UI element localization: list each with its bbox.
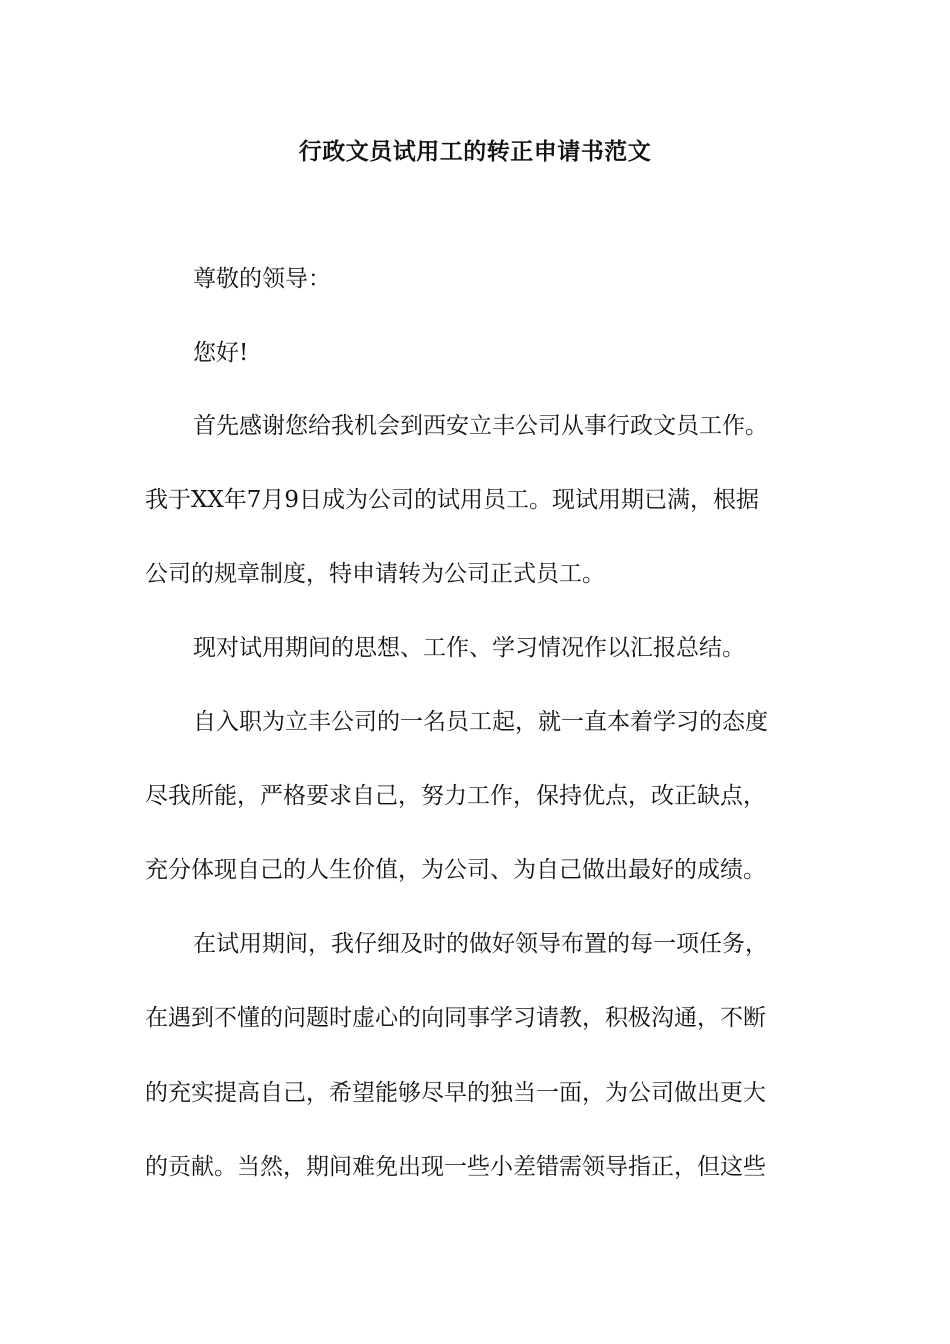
paragraph-line: 公司的规章制度，特申请转为公司正式员工。	[145, 561, 605, 587]
paragraph-line: 现对试用期间的思想、工作、学习情况作以汇报总结。	[193, 635, 745, 661]
document-title: 行政文员试用工的转正申请书范文	[298, 138, 652, 165]
paragraph-line: 在遇到不懂的问题时虚心的向同事学习请教，积极沟通，不断	[145, 1005, 766, 1031]
paragraph-line: 在试用期间，我仔细及时的做好领导布置的每一项任务，	[193, 931, 768, 957]
paragraph-line: 的贡献。当然，期间难免出现一些小差错需领导指正，但这些	[145, 1154, 766, 1180]
paragraph-line: 首先感谢您给我机会到西安立丰公司从事行政文员工作。	[193, 413, 768, 439]
paragraph-line: 尽我所能，严格要求自己，努力工作，保持优点，改正缺点，	[145, 783, 766, 809]
paragraph-line: 的充实提高自己，希望能够尽早的独当一面，为公司做出更大	[145, 1080, 766, 1106]
greeting-line: 您好!	[193, 340, 249, 366]
paragraph-line: 我于XX年7月9日成为公司的试用员工。现试用期已满，根据	[145, 487, 760, 513]
paragraph-line: 充分体现自己的人生价值，为公司、为自己做出最好的成绩。	[145, 857, 766, 883]
paragraph-line: 自入职为立丰公司的一名员工起，就一直本着学习的态度	[193, 709, 768, 735]
salutation-line: 尊敬的领导：	[193, 266, 331, 292]
